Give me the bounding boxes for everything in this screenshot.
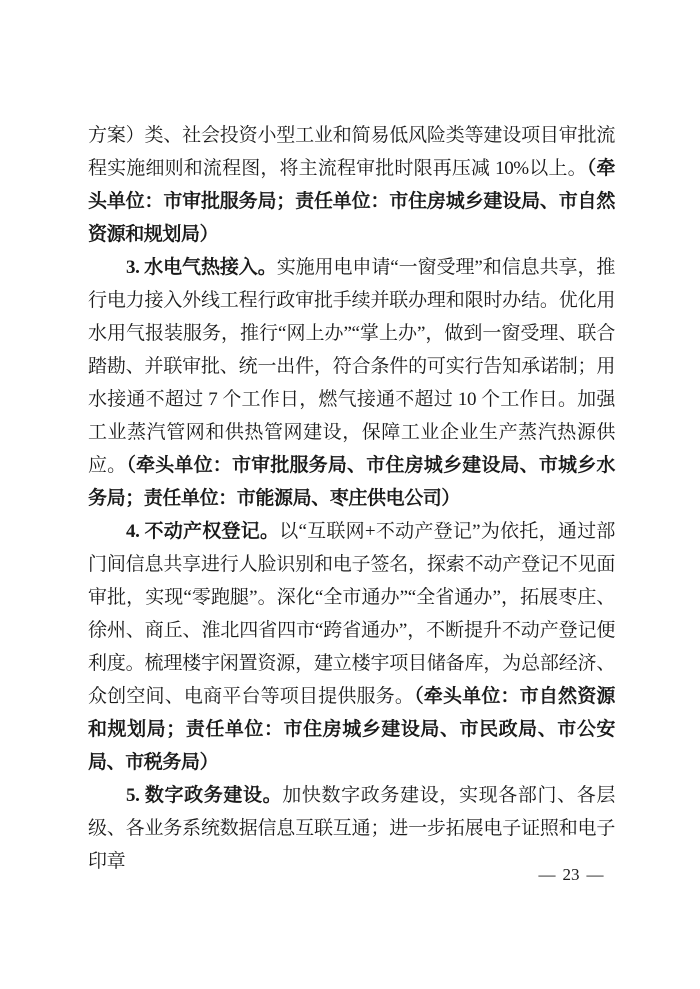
- paragraph: [88, 515, 615, 779]
- page-number-dash-right: —: [586, 865, 604, 884]
- text-run-body: 方案）类、社会投资小型工业和简易低风险类等建设项目审批流程实施细则和流程图，将主流程审批时限再压减 10%以上。: [88, 125, 615, 179]
- text-run-kaiti: （牵头单位：市审批服务局、市住房城乡建设局、市城乡水务局；责任单位：市能源局、枣庄供电公司）: [88, 455, 616, 509]
- page-number-value: 23: [562, 865, 580, 884]
- text-block: [88, 119, 615, 878]
- text-run-head: 5. 数字政务建设。: [126, 785, 283, 806]
- paragraph: [88, 251, 615, 515]
- text-run-body: 以“互联网+不动产登记”为依托，通过部门间信息共享进行人脸识别和电子签名，探索不动产登记不见面审批，实现“零跑腿”。深化“全市通办”“全省通办”，拓展枣庄、徐州、商丘、淮北四省四市“跨省通办”，不断提升不动产登记便利度。梳理楼宇闲置资源，建立楼宇项目储备库，为总部经济、众创空间、电商平台等项目提供服务。: [88, 521, 615, 707]
- text-run-head: 4. 不动产权登记。: [126, 521, 280, 542]
- text-run-kaiti: （牵头单位：市审批服务局；责任单位：市住房城乡建设局、市自然资源和规划局）: [88, 158, 615, 245]
- page-number-dash-left: —: [538, 865, 556, 884]
- page-number: [516, 864, 626, 886]
- text-run-body: 实施用电申请“一窗受理”和信息共享，推行电力接入外线工程行政审批手续并联办理和限时办结。优化用水用气报装服务，推行“网上办”“掌上办”，做到一窗受理、联合踏勘、并联审批、统一出件，符合条件的可实行告知承诺制；用水接通不超过 7 个工作日，燃气接通不超过 10 个工作日。加强工业蒸汽管网和供热管网建设，保障工业企业生产蒸汽热源供应。: [88, 257, 615, 476]
- text-run-kaiti: （牵头单位：市自然资源和规划局；责任单位：市住房城乡建设局、市民政局、市公安局、市税务局）: [88, 686, 616, 773]
- text-run-body: 加快数字政务建设，实现各部门、各层级、各业务系统数据信息互联互通；进一步拓展电子证照和电子印章: [88, 785, 615, 872]
- paragraph: [88, 119, 615, 251]
- text-run-head: 3. 水电气热接入。: [126, 257, 277, 278]
